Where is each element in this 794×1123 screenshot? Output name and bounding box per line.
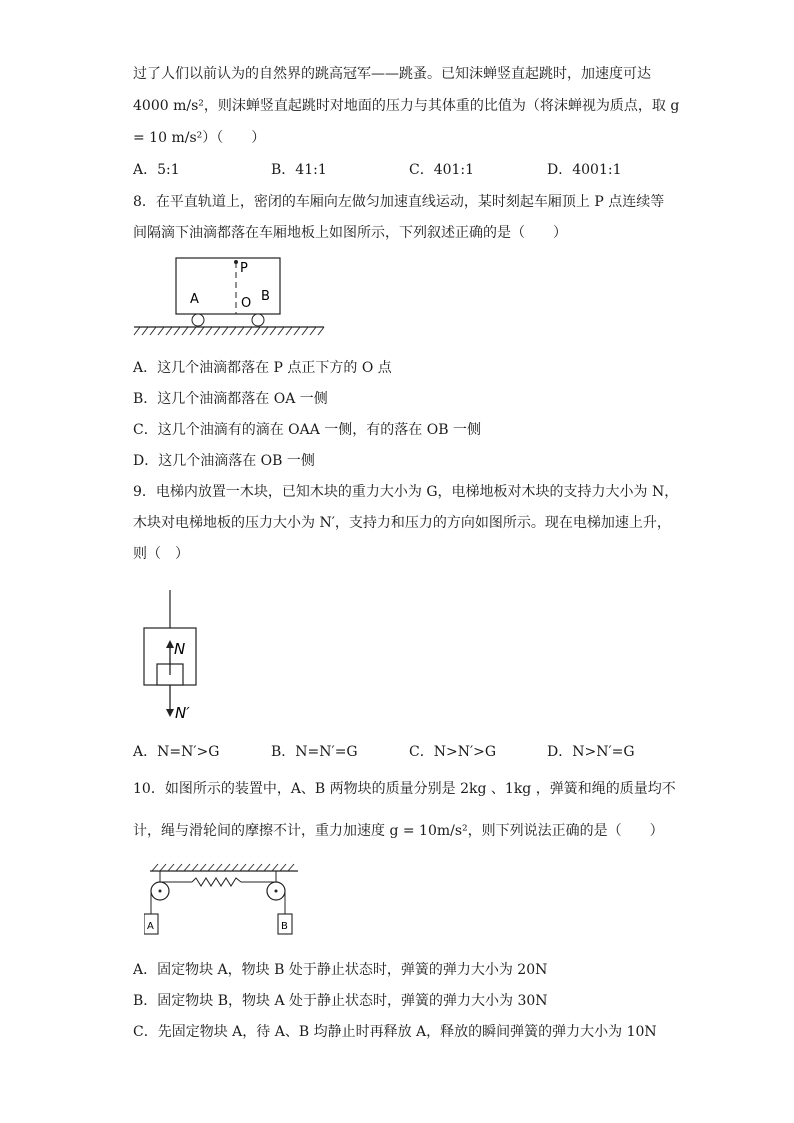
arrow-down-icon — [166, 709, 174, 717]
q10-option-b: B．固定物块 B，物块 A 处于静止状态时，弹簧的弹力大小为 30N — [133, 993, 548, 1009]
q10-option-a: A．固定物块 A，物块 B 处于静止状态时，弹簧的弹力大小为 20N — [133, 962, 548, 978]
q7-text-line-1: 过了人们以前认为的自然界的跳高冠军——跳蚤。已知沫蝉竖直起跳时，加速度可达 — [133, 66, 651, 82]
left-pulley-axle — [159, 890, 162, 893]
q9-option-c: C．N>N′>G — [409, 744, 497, 760]
spring-icon — [192, 878, 241, 886]
label-a: A — [190, 292, 199, 307]
q7-option-b: B．41:1 — [271, 162, 327, 178]
wheel-left-icon — [192, 314, 204, 326]
q9-text-line-2: 木块对电梯地板的压力大小为 N′，支持力和压力的方向如图所示。现在电梯加速上升， — [133, 515, 671, 531]
label-n: N — [174, 640, 186, 658]
q8-option-d: D．这几个油滴落在 OB 一侧 — [133, 453, 315, 469]
q7-option-c: C．401:1 — [409, 162, 475, 178]
label-block-a: A — [147, 921, 154, 932]
q10-option-c: C．先固定物块 A，待 A、B 均静止时再释放 A，释放的瞬间弹簧的弹力大小为 10N — [133, 1024, 657, 1040]
right-pulley-axle — [275, 890, 278, 893]
wheel-right-icon — [252, 314, 264, 326]
q9-option-b: B．N=N′=G — [271, 744, 358, 760]
q9-figure-elevator — [138, 588, 218, 724]
ground-hatch — [134, 327, 324, 335]
q9-option-a: A．N=N′>G — [133, 744, 220, 760]
q9-text-line-3: 则（ ） — [133, 546, 189, 562]
q7-text-line-3: = 10 m/s²）（ ） — [133, 130, 266, 146]
q8-figure-train-car — [130, 252, 330, 342]
arrow-up-icon — [166, 640, 174, 648]
label-n-prime: N′ — [175, 704, 190, 722]
label-block-b: B — [281, 921, 288, 932]
label-p: P — [240, 261, 248, 276]
point-p-dot — [234, 260, 238, 264]
q8-text-line-1: 8．在平直轨道上，密闭的车厢向左做匀加速直线运动，某时刻起车厢顶上 P 点连续等 — [133, 194, 665, 210]
q7-text-line-2: 4000 m/s²，则沫蝉竖直起跳时对地面的压力与其体重的比值为（将沫蝉视为质点，取 g — [133, 98, 680, 114]
q7-option-a: A．5:1 — [133, 162, 180, 178]
q8-text-line-2: 间隔滴下油滴都落在车厢地板上如图所示，下列叙述正确的是（ ） — [133, 225, 567, 241]
q10-figure-pulley-system — [144, 862, 304, 942]
ceiling-hatch — [152, 864, 294, 871]
q8-option-a: A．这几个油滴都落在 P 点正下方的 O 点 — [133, 360, 392, 376]
q7-option-d: D．4001:1 — [547, 162, 622, 178]
q10-text-line-1: 10．如图所示的装置中，A、B 两物块的质量分别是 2kg 、1kg ，弹簧和绳的质量均不 — [133, 781, 676, 797]
q9-text-line-1: 9．电梯内放置一木块，已知木块的重力大小为 G，电梯地板对木块的支持力大小为 N， — [133, 484, 679, 500]
q8-option-c: C．这几个油滴有的滴在 OAA 一侧，有的落在 OB 一侧 — [133, 422, 481, 438]
q10-text-line-2: 计，绳与滑轮间的摩擦不计，重力加速度 g = 10m/s²，则下列说法正确的是（ ） — [133, 823, 664, 839]
q9-option-d: D．N>N′=G — [547, 744, 635, 760]
label-o: O — [241, 296, 252, 311]
q8-option-b: B．这几个油滴都落在 OA 一侧 — [133, 391, 328, 407]
label-b: B — [261, 289, 270, 304]
